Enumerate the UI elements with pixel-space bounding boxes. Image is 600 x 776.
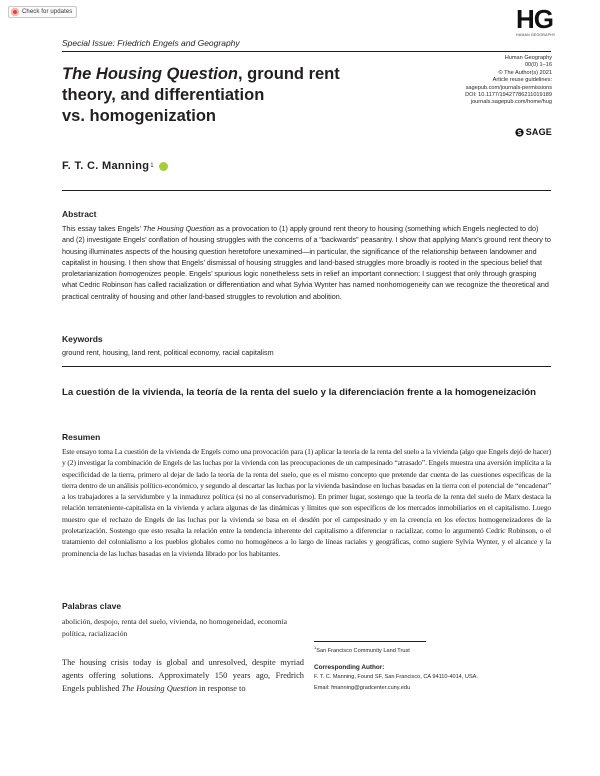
sage-logo-text: SAGE bbox=[525, 127, 552, 137]
abstract-italic2: homogenizes bbox=[118, 269, 162, 279]
title-line1-rest: , ground rent bbox=[238, 65, 340, 83]
affiliation-footnote bbox=[314, 645, 410, 654]
keywords-text: ground rent, housing, land rent, political economy, racial capitalism bbox=[62, 348, 274, 357]
footnote-rule bbox=[314, 641, 426, 642]
abstract-text bbox=[62, 223, 552, 302]
corresponding-author-heading: Corresponding Author: bbox=[314, 664, 385, 671]
body-italic: The Housing Question bbox=[121, 684, 197, 694]
meta-homepage-link[interactable]: journals.sagepub.com/home/hug bbox=[470, 99, 552, 106]
spanish-title: La cuestión de la vivienda, la teoría de la renta del suelo y la diferenciación frente a la homogeneización bbox=[62, 387, 536, 398]
crossmark-icon bbox=[11, 8, 19, 16]
footnote-mark: 1 bbox=[314, 645, 317, 650]
corresponding-author-address: F. T. C. Manning, Found SF, San Francisco, CA 94110-4014, USA. bbox=[314, 674, 478, 680]
publisher-logo bbox=[515, 127, 552, 137]
sage-logo-icon bbox=[515, 128, 524, 137]
meta-copyright: © The Author(s) 2021 bbox=[498, 69, 552, 76]
section-rule bbox=[62, 190, 551, 191]
author-affiliation-mark: 1 bbox=[150, 163, 154, 169]
title-italic: The Housing Question bbox=[62, 65, 238, 83]
meta-journal: Human Geography bbox=[504, 55, 552, 61]
abstract-part2: as a provocation to (1) apply ground rent theory to housing (something which Engels neglected to do) and (2) investigate Engels’ conflation of housing struggles with the concerns of a “backwards” peasantry. I show that applying Marx’s ground rent theory to housing illuminates aspects of the housing question heretofore unexamined—in particular, the significance of the relationship between landowner and capitalist in housing. I then show that Engels’ dismissal of housing struggles and land-based struggles more broadly is rooted in the specious belief that proletarianization bbox=[62, 224, 551, 279]
meta-doi[interactable]: DOI: 10.1177/19427786211019189 bbox=[465, 92, 552, 99]
author-name[interactable]: F. T. C. Manning bbox=[62, 160, 150, 172]
author-line bbox=[62, 160, 168, 172]
meta-reuse: Article reuse guidelines: bbox=[492, 77, 552, 84]
abstract-italic1: The Housing Question bbox=[142, 224, 215, 233]
journal-logo bbox=[516, 4, 556, 37]
palabras-clave-heading: Palabras clave bbox=[62, 601, 122, 611]
article-title bbox=[62, 64, 382, 127]
body-part1: The housing crisis today is global and unresolved, despite myriad agents offering solutions. Approximately 150 years ago, Fredrich Engels published bbox=[62, 658, 304, 694]
resumen-heading: Resumen bbox=[62, 432, 101, 442]
keywords-heading: Keywords bbox=[62, 334, 103, 344]
special-issue-label: Special Issue: Friedrich Engels and Geography bbox=[62, 38, 240, 48]
palabras-clave-text: abolición, despojo, renta del suelo, vivienda, no homogeneidad, economía política, racialización bbox=[62, 617, 288, 638]
body-part2: in response to bbox=[196, 684, 246, 694]
meta-volume: 00(0) 1–16 bbox=[524, 62, 552, 69]
check-for-updates-badge[interactable] bbox=[8, 6, 77, 18]
article-meta bbox=[412, 55, 552, 107]
meta-permissions-link[interactable]: sagepub.com/journals-permissions bbox=[465, 84, 552, 91]
body-paragraph bbox=[62, 656, 304, 696]
resumen-text: Este ensayo toma La cuestión de la vivienda de Engels como una provocación para (1) aplicar la teoría de la renta del suelo a la vivienda (algo que Engels dejó de hacer) y (2) investigar la combinación de Engels de las luchas por la vivienda con las preocupaciones de un campesinado “atrasado”. Engels muestra una aversión implícita a la especificidad de la tierra, primero al dejar de lado la teoría de la renta del suelo, que es el mismo concepto que pretende dar cuenta de las cuestiones específicas de la tierra dentro de un análisis político-económico, y segundo al descartar las luchas por la vivienda basándose en luchas basadas en la tierra con el potencial de “encadenar” a los trabajadores a la servidumbre y la inmadurez política (si no al conservadurismo). En primer lugar, sostengo que la teoría de la renta del suelo de Marx destaca la relación terrateniente-capitalista en la vivienda y aclara algunas de las dinámicas y límites que son específicos de los mercados inmobiliarios en el capitalismo. Luego muestro que el rechazo de Engels de las luchas por la vivienda se basa en el desdén por el campesinado y en la creencia en los efectos homogeneizadores de la proletarización. Sostengo que esto resalta la relación entre la tendencia inherente del capitalismo a diferenciar o racializar, como lo argumentó Cedric Robinson, o el tratamiento del colonialismo a los pueblos globales como no homogéneos a lo largo de líneas raciales y geográficas, como sugiere Sylvia Wynter, y el alcance y la prominencia de las luchas basadas en la vivienda librado por los habitantes. bbox=[62, 447, 551, 558]
title-line2: theory, and differentiation bbox=[62, 86, 265, 104]
journal-logo-subtitle: HUMAN GEOGRAPHY bbox=[516, 33, 556, 37]
orcid-icon[interactable] bbox=[159, 162, 168, 171]
check-for-updates-label: Check for updates bbox=[22, 9, 73, 15]
footnote-affiliation: San Francisco Community Land Trust bbox=[316, 647, 410, 654]
abstract-part1: This essay takes Engels’ bbox=[62, 224, 143, 233]
title-line3: vs. homogenization bbox=[62, 107, 217, 125]
corresponding-author-email[interactable]: Email: fmanning@gradcenter.cuny.edu bbox=[314, 685, 411, 691]
header-rule bbox=[62, 51, 551, 52]
abstract-part3: people. Engels’ spurious logic nonetheless sets in relief an important connection: I suggest that only through grasping what Cedric Robinson has called racialization or differentiation and what Sylvia Wynter has named nonhomogeneity can we recognize the theoretical and practical centrality of housing and other land-based struggles to revolution and abolition. bbox=[62, 269, 549, 301]
journal-logo-mark: HG bbox=[516, 4, 553, 34]
abstract-heading: Abstract bbox=[62, 209, 97, 219]
spanish-section-rule bbox=[62, 366, 551, 367]
